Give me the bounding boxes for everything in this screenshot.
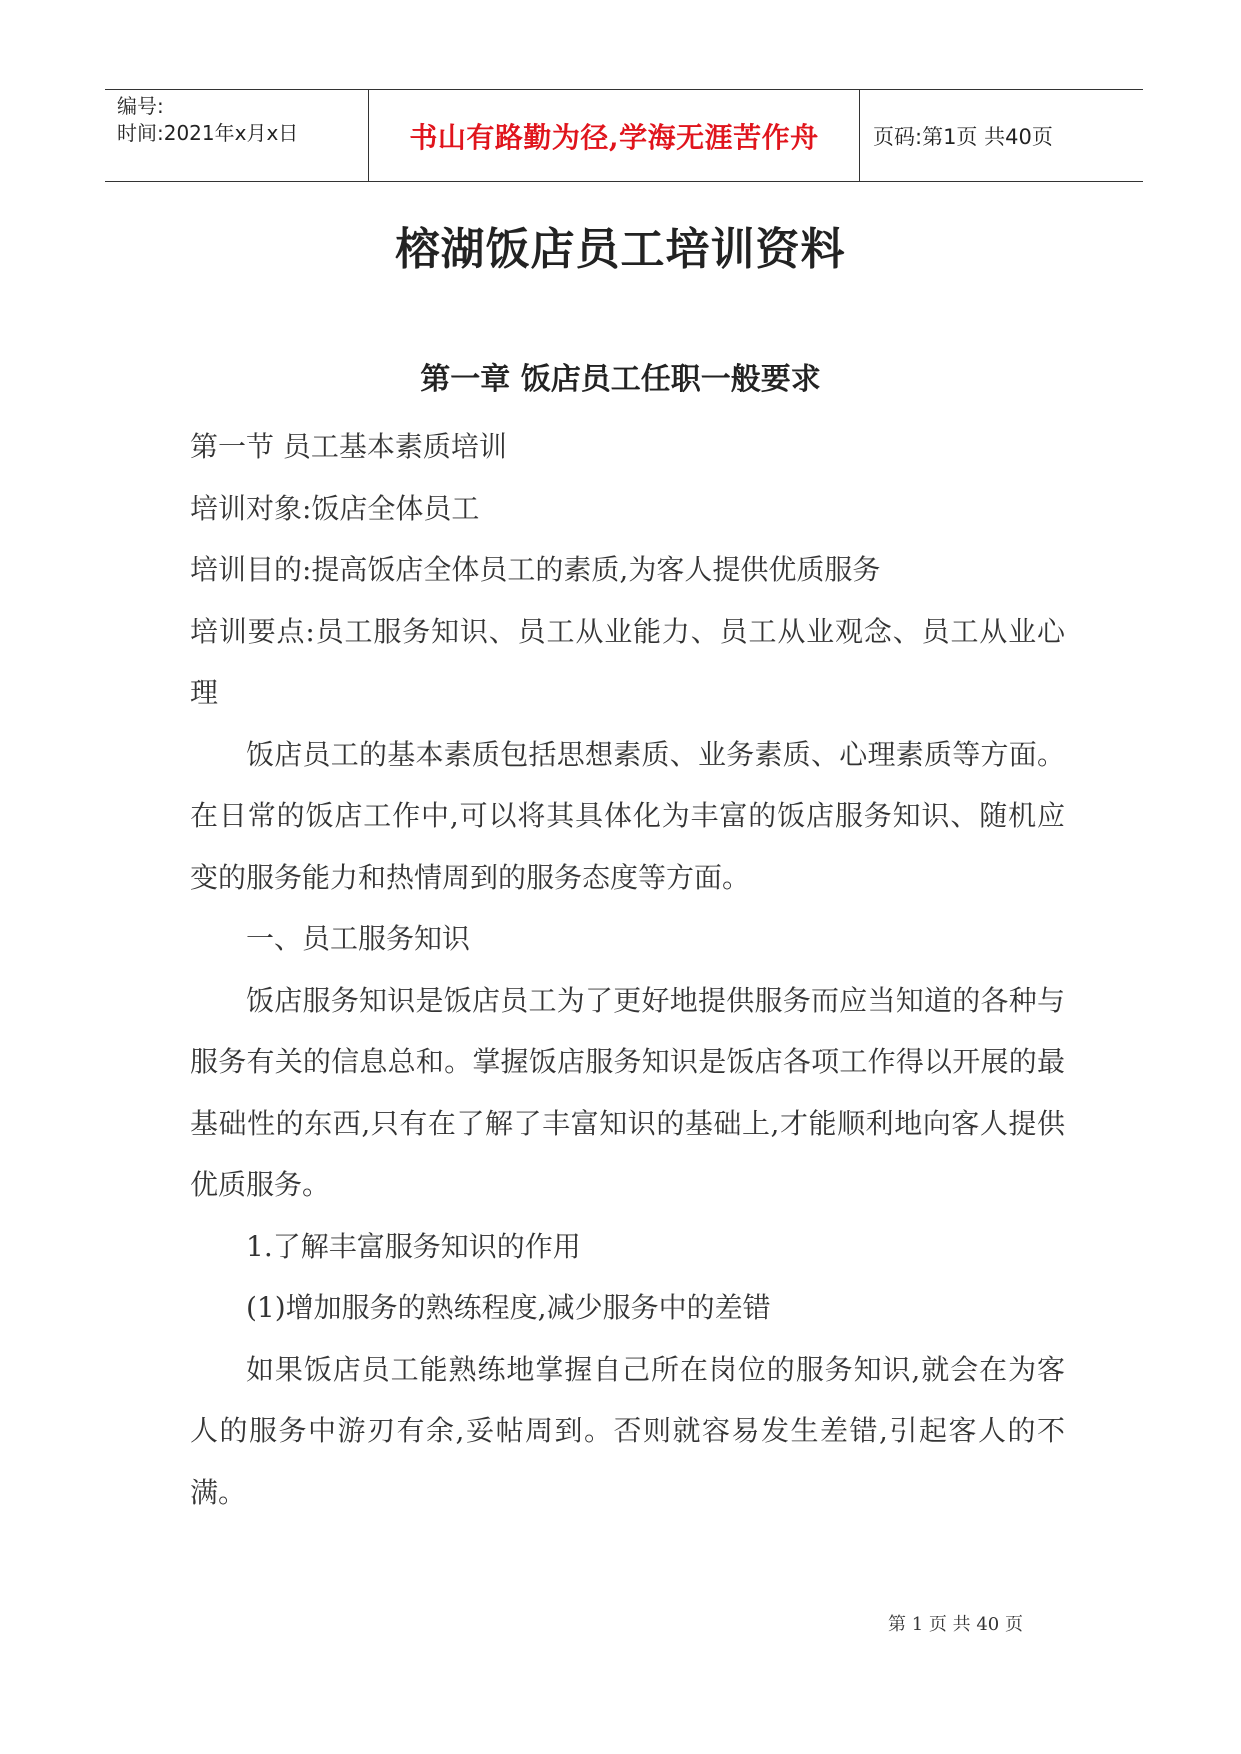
heading-proficiency: (1)增加服务的熟练程度,减少服务中的差错 xyxy=(246,1291,771,1324)
training-target: 培训对象:饭店全体员工 xyxy=(190,491,480,525)
document-title: 榕湖饭店员工培训资料 xyxy=(395,224,846,275)
proficiency-paragraph: 如果饭店员工能熟练地掌握自己所在岗位的服务知识,就会在为客人的服务中游刃有余,妥帖周到。否则就容易发生差错,引起客人的不满。 xyxy=(190,1352,1065,1509)
training-purpose: 培训目的:提高饭店全体员工的素质,为客人提供优质服务 xyxy=(190,553,881,586)
chapter-title: 第一章 饭店员工任职一般要求 xyxy=(420,362,821,397)
heading-service-knowledge: 一、员工服务知识 xyxy=(246,922,471,955)
knowledge-paragraph: 饭店服务知识是饭店员工为了更好地提供服务而应当知道的各种与服务有关的信息总和。掌握饭店服务知识是饭店各项工作得以开展的最基础性的东西,只有在了解了丰富知识的基础上,才能顺利地向客人提供优质服务。 xyxy=(190,983,1065,1201)
number-label: 编号: xyxy=(117,94,164,118)
training-points: 培训要点:员工服务知识、员工从业能力、员工从业观念、员工从业心理 xyxy=(190,614,1065,709)
document-body xyxy=(190,416,1065,1523)
section-heading: 第一节 员工基本素质培训 xyxy=(190,430,507,463)
motto-cell xyxy=(369,90,860,181)
intro-paragraph: 饭店员工的基本素质包括思想素质、业务素质、心理素质等方面。在日常的饭店工作中,可以将其具体化为丰富的饭店服务知识、随机应变的服务能力和热情周到的服务态度等方面。 xyxy=(190,737,1065,894)
date-label: 时间:2021年x月x日 xyxy=(117,121,299,145)
page-footer: 第 1 页 共 40 页 xyxy=(888,1614,1023,1635)
page-info-text: 页码:第1页 共40页 xyxy=(873,124,1053,149)
page-info-cell xyxy=(860,90,1143,181)
header-meta-cell xyxy=(105,90,369,181)
heading-knowledge-role: 1.了解丰富服务知识的作用 xyxy=(246,1229,581,1263)
motto-text: 书山有路勤为径,学海无涯苦作舟 xyxy=(409,120,819,154)
header-table xyxy=(105,89,1143,182)
